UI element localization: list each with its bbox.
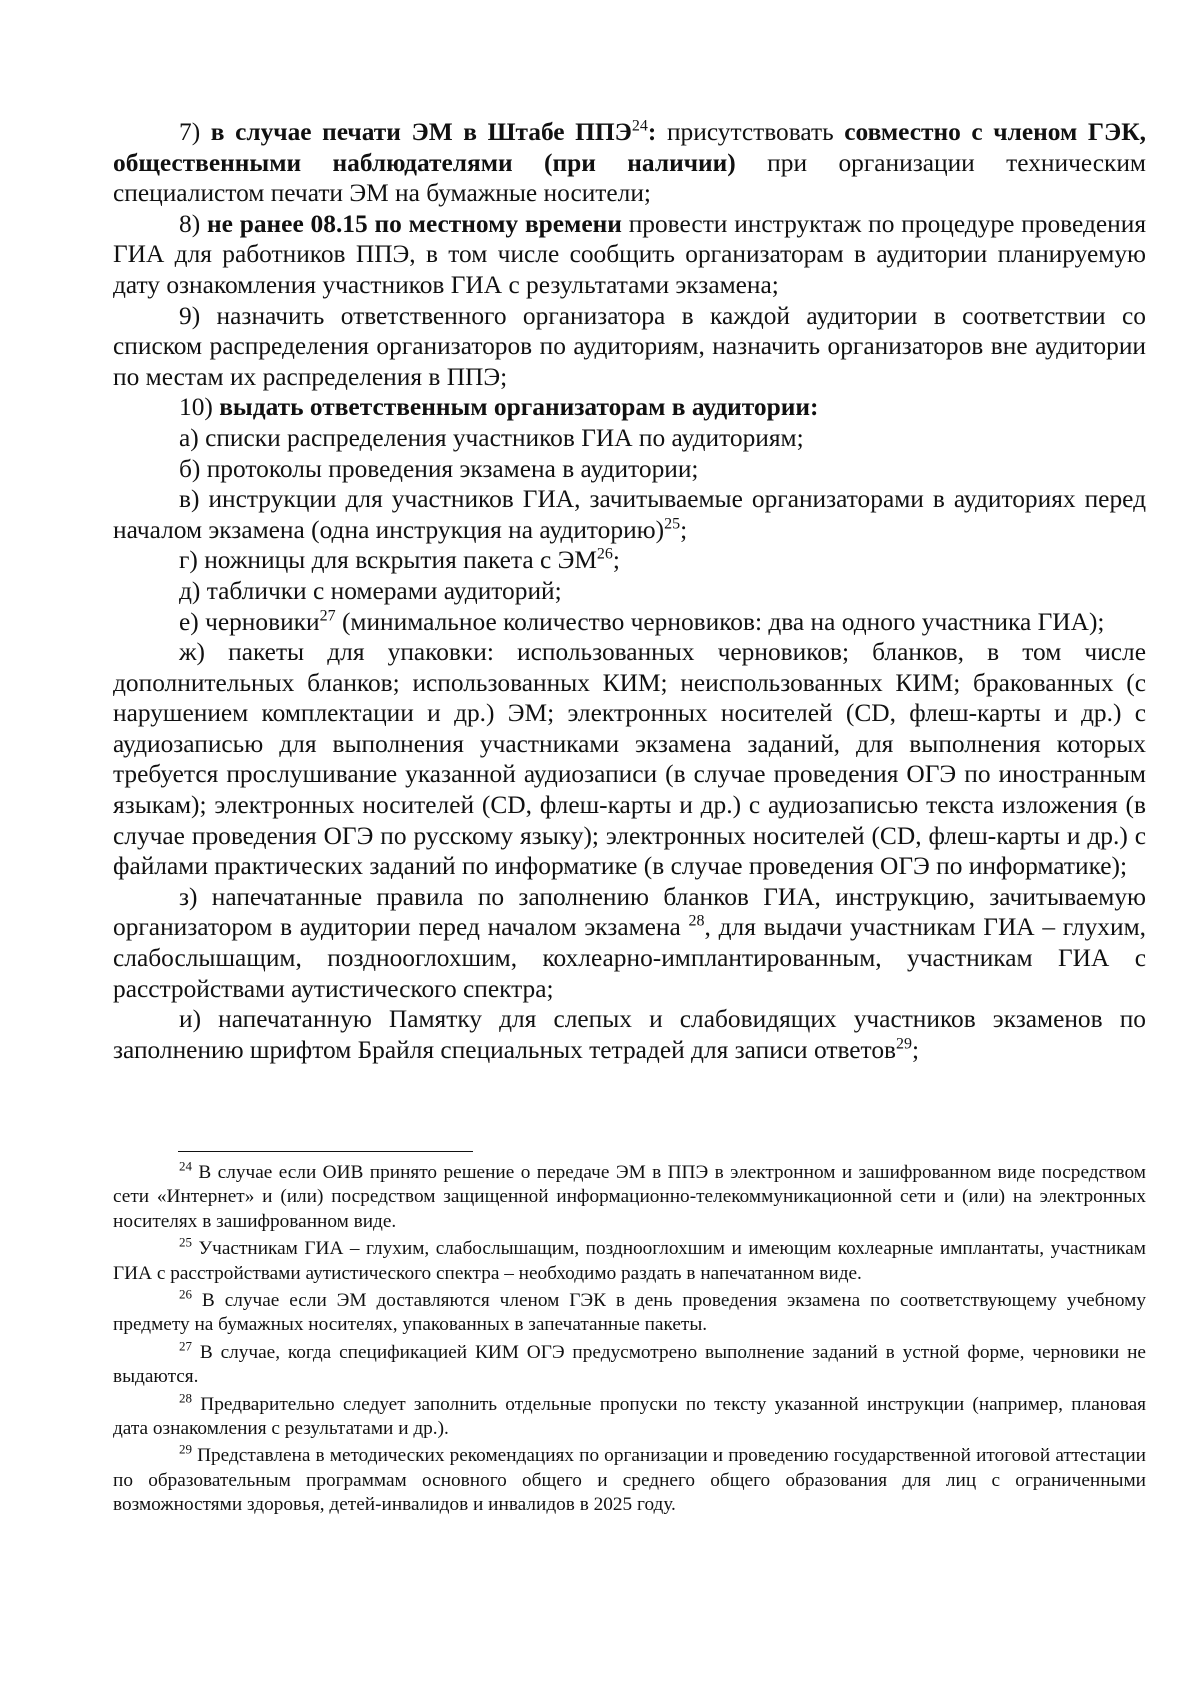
item-7: [113, 117, 1146, 209]
footnote-number: 24: [179, 1158, 192, 1174]
subitem-i-end: ;: [912, 1035, 920, 1064]
item-8-text: провести инструктаж по процедуре проведения ГИА для работников ППЭ, в том числе сообщить организаторам в аудитории планируемую дату ознакомления участников ГИА с результатами экзамена;: [113, 209, 1146, 299]
footnote-29: [113, 1444, 1146, 1517]
item-10: [113, 392, 1146, 423]
item-9-text: 9) назначить ответственного организатора в каждой аудитории в соответствии со списком распределения организаторов по аудиториям, назначить организаторов вне аудитории по местам их распределения в ППЭ;: [113, 301, 1146, 391]
subitem-v: [113, 484, 1146, 545]
subitem-z-text-2: , для выдачи участникам ГИА – глухим, слабослышащим, позднооглохшим, кохлеарно-имплантированным, участникам ГИА с расстройствами аутистического спектра;: [113, 913, 1146, 1003]
footnotes: [113, 1158, 1146, 1521]
subitem-e: [113, 607, 1146, 638]
item-9: [113, 301, 1146, 393]
subitem-z-text: з) напечатанные правила по заполнению бланков ГИА, инструкцию, зачитываемую организатором в аудитории перед началом экзамена: [113, 882, 1146, 942]
subitem-g: [113, 545, 1146, 576]
footnote-text: Участникам ГИА – глухим, слабослышащим, позднооглохшим и имеющим кохлеарные имплантаты, участникам ГИА с расстройствами аутистического спектра – необходимо раздать в напечатанном виде.: [113, 1238, 1146, 1284]
item-8-bold-phrase: не ранее 08.15 по местному времени: [207, 209, 622, 238]
footnote-text: В случае если ЭМ доставляются членом ГЭК в день проведения экзамена по соответствующему учебному предмету на бумажных носителях, упакованных в запечатанные пакеты.: [113, 1290, 1146, 1336]
footnote-25: [113, 1234, 1146, 1286]
footnote-separator: [178, 1151, 473, 1152]
subitem-zh: [113, 637, 1146, 882]
item-7-bold-phrase: в случае печати ЭМ в Штабе ППЭ: [210, 118, 632, 146]
item-7-text-2: при организации техническим специалистом печати ЭМ на бумажные носители;: [113, 148, 1146, 208]
subitem-zh-text: ж) пакеты для упаковки: использованных черновиков; бланков, в том числе дополнительных бланков; использованных КИМ; неиспользованных КИМ; бракованных (с нарушением комплектации и др.) ЭМ; электронных носителей (CD, флеш-карты и др.) с аудиозаписью для выполнения участниками экзамена заданий, для выполнения которых требуется прослушивание указанной аудиозаписи (в случае проведения ОГЭ по иностранным языкам); электронных носителей (CD, флеш-карты и др.) с аудиозаписью текста изложения (в случае проведения ОГЭ по русскому языку); электронных носителей (CD, флеш-карты и др.) с файлами практических заданий по информатике (в случае проведения ОГЭ по информатике);: [113, 638, 1146, 881]
footnote-text: Представлена в методических рекомендациях по организации и проведению государственной итоговой аттестации по образовательным программам основного общего и среднего общего образования для лиц с ограниченными возможностями здоровья, детей-инвалидов и инвалидов в 2025 году.: [113, 1445, 1146, 1516]
subitem-g-end: ;: [612, 546, 620, 575]
footnote-text: В случае, когда спецификацией КИМ ОГЭ предусмотрено выполнение заданий в устной форме, черновики не выдаются.: [113, 1341, 1146, 1388]
footnote-ref-26: 26: [596, 545, 613, 563]
footnote-26: [113, 1286, 1146, 1338]
subitem-e-text-2: (минимальное количество черновиков: два на одного участника ГИА);: [335, 607, 1105, 636]
subitem-i: [113, 1004, 1146, 1065]
item-8-number: 8): [179, 209, 201, 238]
footnote-number: 29: [179, 1442, 192, 1458]
item-10-number: 10): [179, 393, 213, 422]
footnote-text: Предварительно следует заполнить отдельные пропуски по тексту указанной инструкции (например, плановая дата ознакомления с результатами и др.).: [113, 1393, 1146, 1440]
footnote-number: 26: [179, 1286, 192, 1302]
footnote-number: 25: [179, 1234, 192, 1250]
footnote-ref-24: 24: [631, 117, 648, 135]
footnote-ref-29: 29: [896, 1035, 913, 1053]
subitem-v-end: ;: [680, 515, 688, 544]
subitem-i-text: и) напечатанную Памятку для слепых и слабовидящих участников экзаменов по заполнению шрифтом Брайля специальных тетрадей для записи ответов: [113, 1005, 1146, 1064]
footnote-28: [113, 1390, 1146, 1442]
footnote-number: 28: [179, 1390, 192, 1406]
footnote-ref-25: 25: [664, 515, 681, 533]
footnote-text: В случае если ОИВ принято решение о передаче ЭМ в ППЭ в электронном и зашифрованном виде посредством сети «Интернет» и (или) посредством защищенной информационно-телекоммуникационной сети и (или) на электронных носителях в зашифрованном виде.: [113, 1162, 1146, 1232]
item-7-bold-phrase-2: совместно с членом ГЭК, общественными наблюдателями (при наличии): [113, 118, 1146, 177]
subitem-b: [113, 454, 1146, 485]
subitem-g-text: г) ножницы для вскрытия пакета с ЭМ: [179, 546, 597, 575]
subitem-d: [113, 576, 1146, 607]
item-10-heading: выдать ответственным организаторам в аудитории:: [219, 393, 819, 422]
footnote-ref-28: 28: [688, 912, 705, 930]
item-8: [113, 209, 1146, 301]
subitem-b-text: б) протоколы проведения экзамена в аудитории;: [179, 454, 699, 483]
footnote-24: [113, 1158, 1146, 1234]
subitem-v-text: в) инструкции для участников ГИА, зачитываемые организаторами в аудиториях перед началом экзамена (одна инструкция на аудиторию): [113, 485, 1146, 544]
document-body: [113, 117, 1146, 1065]
item-7-number: 7): [179, 118, 201, 146]
item-7-colon: :: [647, 118, 657, 146]
item-7-text: присутствовать: [656, 118, 845, 146]
subitem-e-text: е) черновики: [179, 607, 320, 636]
footnote-27: [113, 1338, 1146, 1390]
subitem-a: [113, 423, 1146, 454]
subitem-d-text: д) таблички с номерами аудиторий;: [179, 576, 562, 605]
subitem-a-text: а) списки распределения участников ГИА по аудиториям;: [179, 423, 804, 452]
subitem-z: [113, 882, 1146, 1004]
footnote-number: 27: [179, 1338, 192, 1354]
footnote-ref-27: 27: [319, 607, 336, 625]
